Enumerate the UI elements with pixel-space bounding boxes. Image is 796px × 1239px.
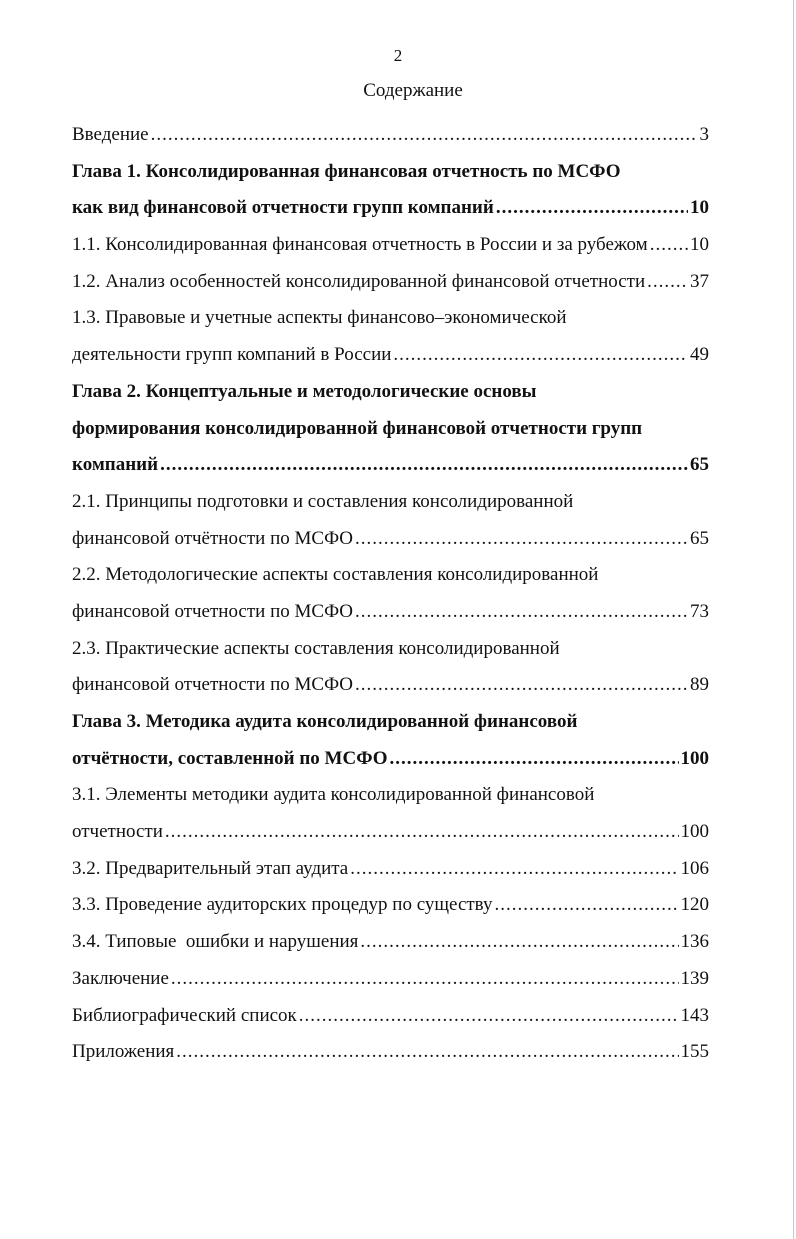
toc-entry-text: отчётности, составленной по МСФО bbox=[72, 747, 388, 769]
toc-entry-text: компаний bbox=[72, 454, 159, 476]
toc-entry-appendix[interactable] bbox=[72, 1034, 709, 1071]
toc-chapter-3-title-line1[interactable]: Глава 3. Методика аудита консолидированной финансовой bbox=[72, 711, 578, 732]
toc-entry-text: Библиографический список bbox=[72, 1004, 297, 1026]
page-number: 2 bbox=[393, 46, 403, 65]
toc-page-number: 65 bbox=[690, 527, 709, 549]
toc-page-number: 139 bbox=[680, 967, 709, 989]
toc-entry-text: деятельности групп компаний в России bbox=[72, 344, 392, 366]
dot-leader bbox=[355, 594, 688, 631]
toc-entry-text: Приложения bbox=[72, 1041, 175, 1063]
toc-entry-2-1[interactable] bbox=[72, 521, 709, 558]
toc-entry-1-3[interactable] bbox=[72, 337, 709, 374]
toc-entry-text: финансовой отчетности по МСФО bbox=[72, 600, 354, 622]
toc-entry-3-4[interactable] bbox=[72, 924, 709, 961]
toc-entry-3-2[interactable] bbox=[72, 851, 709, 888]
toc-entry-bibliography[interactable] bbox=[72, 998, 709, 1035]
toc-entry-text: финансовой отчётности по МСФО bbox=[72, 527, 354, 549]
toc-page-number: 106 bbox=[680, 857, 709, 879]
toc-page-number: 155 bbox=[680, 1041, 709, 1063]
toc-entry-text: 3.3. Проведение аудиторских процедур по существу bbox=[72, 894, 493, 916]
toc-page-number: 37 bbox=[690, 270, 709, 292]
toc-chapter-2-title-line2[interactable]: формирования консолидированной финансовой отчетности групп bbox=[72, 417, 643, 439]
toc-chapter-1-title-line1[interactable]: Глава 1. Консолидированная финансовая отчетность по МСФО bbox=[72, 160, 621, 182]
toc-chapter-2-title-line1[interactable]: Глава 2. Концептуальные и методологические основы bbox=[72, 380, 537, 402]
dot-leader bbox=[647, 264, 688, 301]
toc-entry-text: Заключение bbox=[72, 967, 169, 989]
dot-leader bbox=[390, 741, 679, 778]
toc-entry-3-3[interactable] bbox=[72, 887, 709, 924]
toc-page-number: 3 bbox=[699, 124, 709, 145]
toc-entry-1-3-line1[interactable]: 1.3. Правовые и учетные аспекты финансово–экономической bbox=[72, 307, 567, 329]
dot-leader bbox=[350, 851, 678, 888]
toc-entry-text: 3.4. Типовые ошибки и нарушения bbox=[72, 931, 359, 953]
dot-leader bbox=[496, 190, 688, 227]
toc-page-number: 100 bbox=[680, 821, 709, 843]
toc-page-number: 136 bbox=[680, 931, 709, 953]
dot-leader bbox=[171, 961, 679, 998]
toc-page-number: 73 bbox=[690, 600, 709, 622]
dot-leader bbox=[393, 337, 688, 374]
toc-entry-chapter-1[interactable] bbox=[72, 190, 709, 227]
page-title: Содержание bbox=[363, 80, 463, 101]
dot-leader bbox=[176, 1034, 678, 1071]
toc-page-number: 120 bbox=[680, 894, 709, 916]
toc-page-number: 100 bbox=[680, 747, 709, 769]
toc-entry-3-1-line1[interactable]: 3.1. Элементы методики аудита консолидированной финансовой bbox=[72, 784, 595, 806]
toc-entry-1-2[interactable] bbox=[72, 264, 709, 301]
toc-page-number: 10 bbox=[690, 197, 709, 219]
dot-leader bbox=[160, 447, 688, 484]
dot-leader bbox=[151, 117, 698, 154]
toc-entry-text: 3.2. Предварительный этап аудита bbox=[72, 857, 349, 879]
dot-leader bbox=[650, 227, 688, 264]
toc-entry-2-2[interactable] bbox=[72, 594, 709, 631]
toc-entry-2-1-line1[interactable]: 2.1. Принципы подготовки и составления консолидированной bbox=[72, 490, 574, 512]
dot-leader bbox=[299, 998, 679, 1035]
toc-entry-2-3-line1[interactable]: 2.3. Практические аспекты составления консолидированной bbox=[72, 637, 560, 659]
toc-entry-text: 1.2. Анализ особенностей консолидированной финансовой отчетности bbox=[72, 270, 646, 292]
dot-leader bbox=[355, 667, 688, 704]
table-of-contents bbox=[72, 117, 709, 1071]
toc-entry-text: как вид финансовой отчетности групп компаний bbox=[72, 197, 494, 219]
dot-leader bbox=[360, 924, 678, 961]
page-edge-line bbox=[793, 0, 794, 1239]
dot-leader bbox=[355, 521, 688, 558]
toc-entry-conclusion[interactable] bbox=[72, 961, 709, 998]
toc-entry-1-1[interactable] bbox=[72, 227, 709, 264]
toc-page-number: 143 bbox=[680, 1004, 709, 1026]
toc-entry-3-1[interactable] bbox=[72, 814, 709, 851]
toc-page-number: 49 bbox=[690, 344, 709, 366]
toc-entry-text: 1.1. Консолидированная финансовая отчетность в России и за рубежом bbox=[72, 234, 648, 256]
toc-entry-chapter-2[interactable] bbox=[72, 447, 709, 484]
toc-page-number: 89 bbox=[690, 674, 709, 696]
toc-page-number: 10 bbox=[690, 234, 709, 256]
toc-entry-text: финансовой отчетности по МСФО bbox=[72, 674, 354, 696]
dot-leader bbox=[165, 814, 679, 851]
toc-entry-2-2-line1[interactable]: 2.2. Методологические аспекты составления консолидированной bbox=[72, 564, 599, 586]
dot-leader bbox=[495, 887, 679, 924]
toc-entry-intro[interactable] bbox=[72, 117, 709, 154]
toc-entry-text: отчетности bbox=[72, 821, 163, 843]
toc-entry-text: Введение bbox=[72, 124, 149, 145]
toc-page-number: 65 bbox=[690, 454, 709, 476]
toc-entry-chapter-3[interactable] bbox=[72, 741, 709, 778]
toc-entry-2-3[interactable] bbox=[72, 667, 709, 704]
